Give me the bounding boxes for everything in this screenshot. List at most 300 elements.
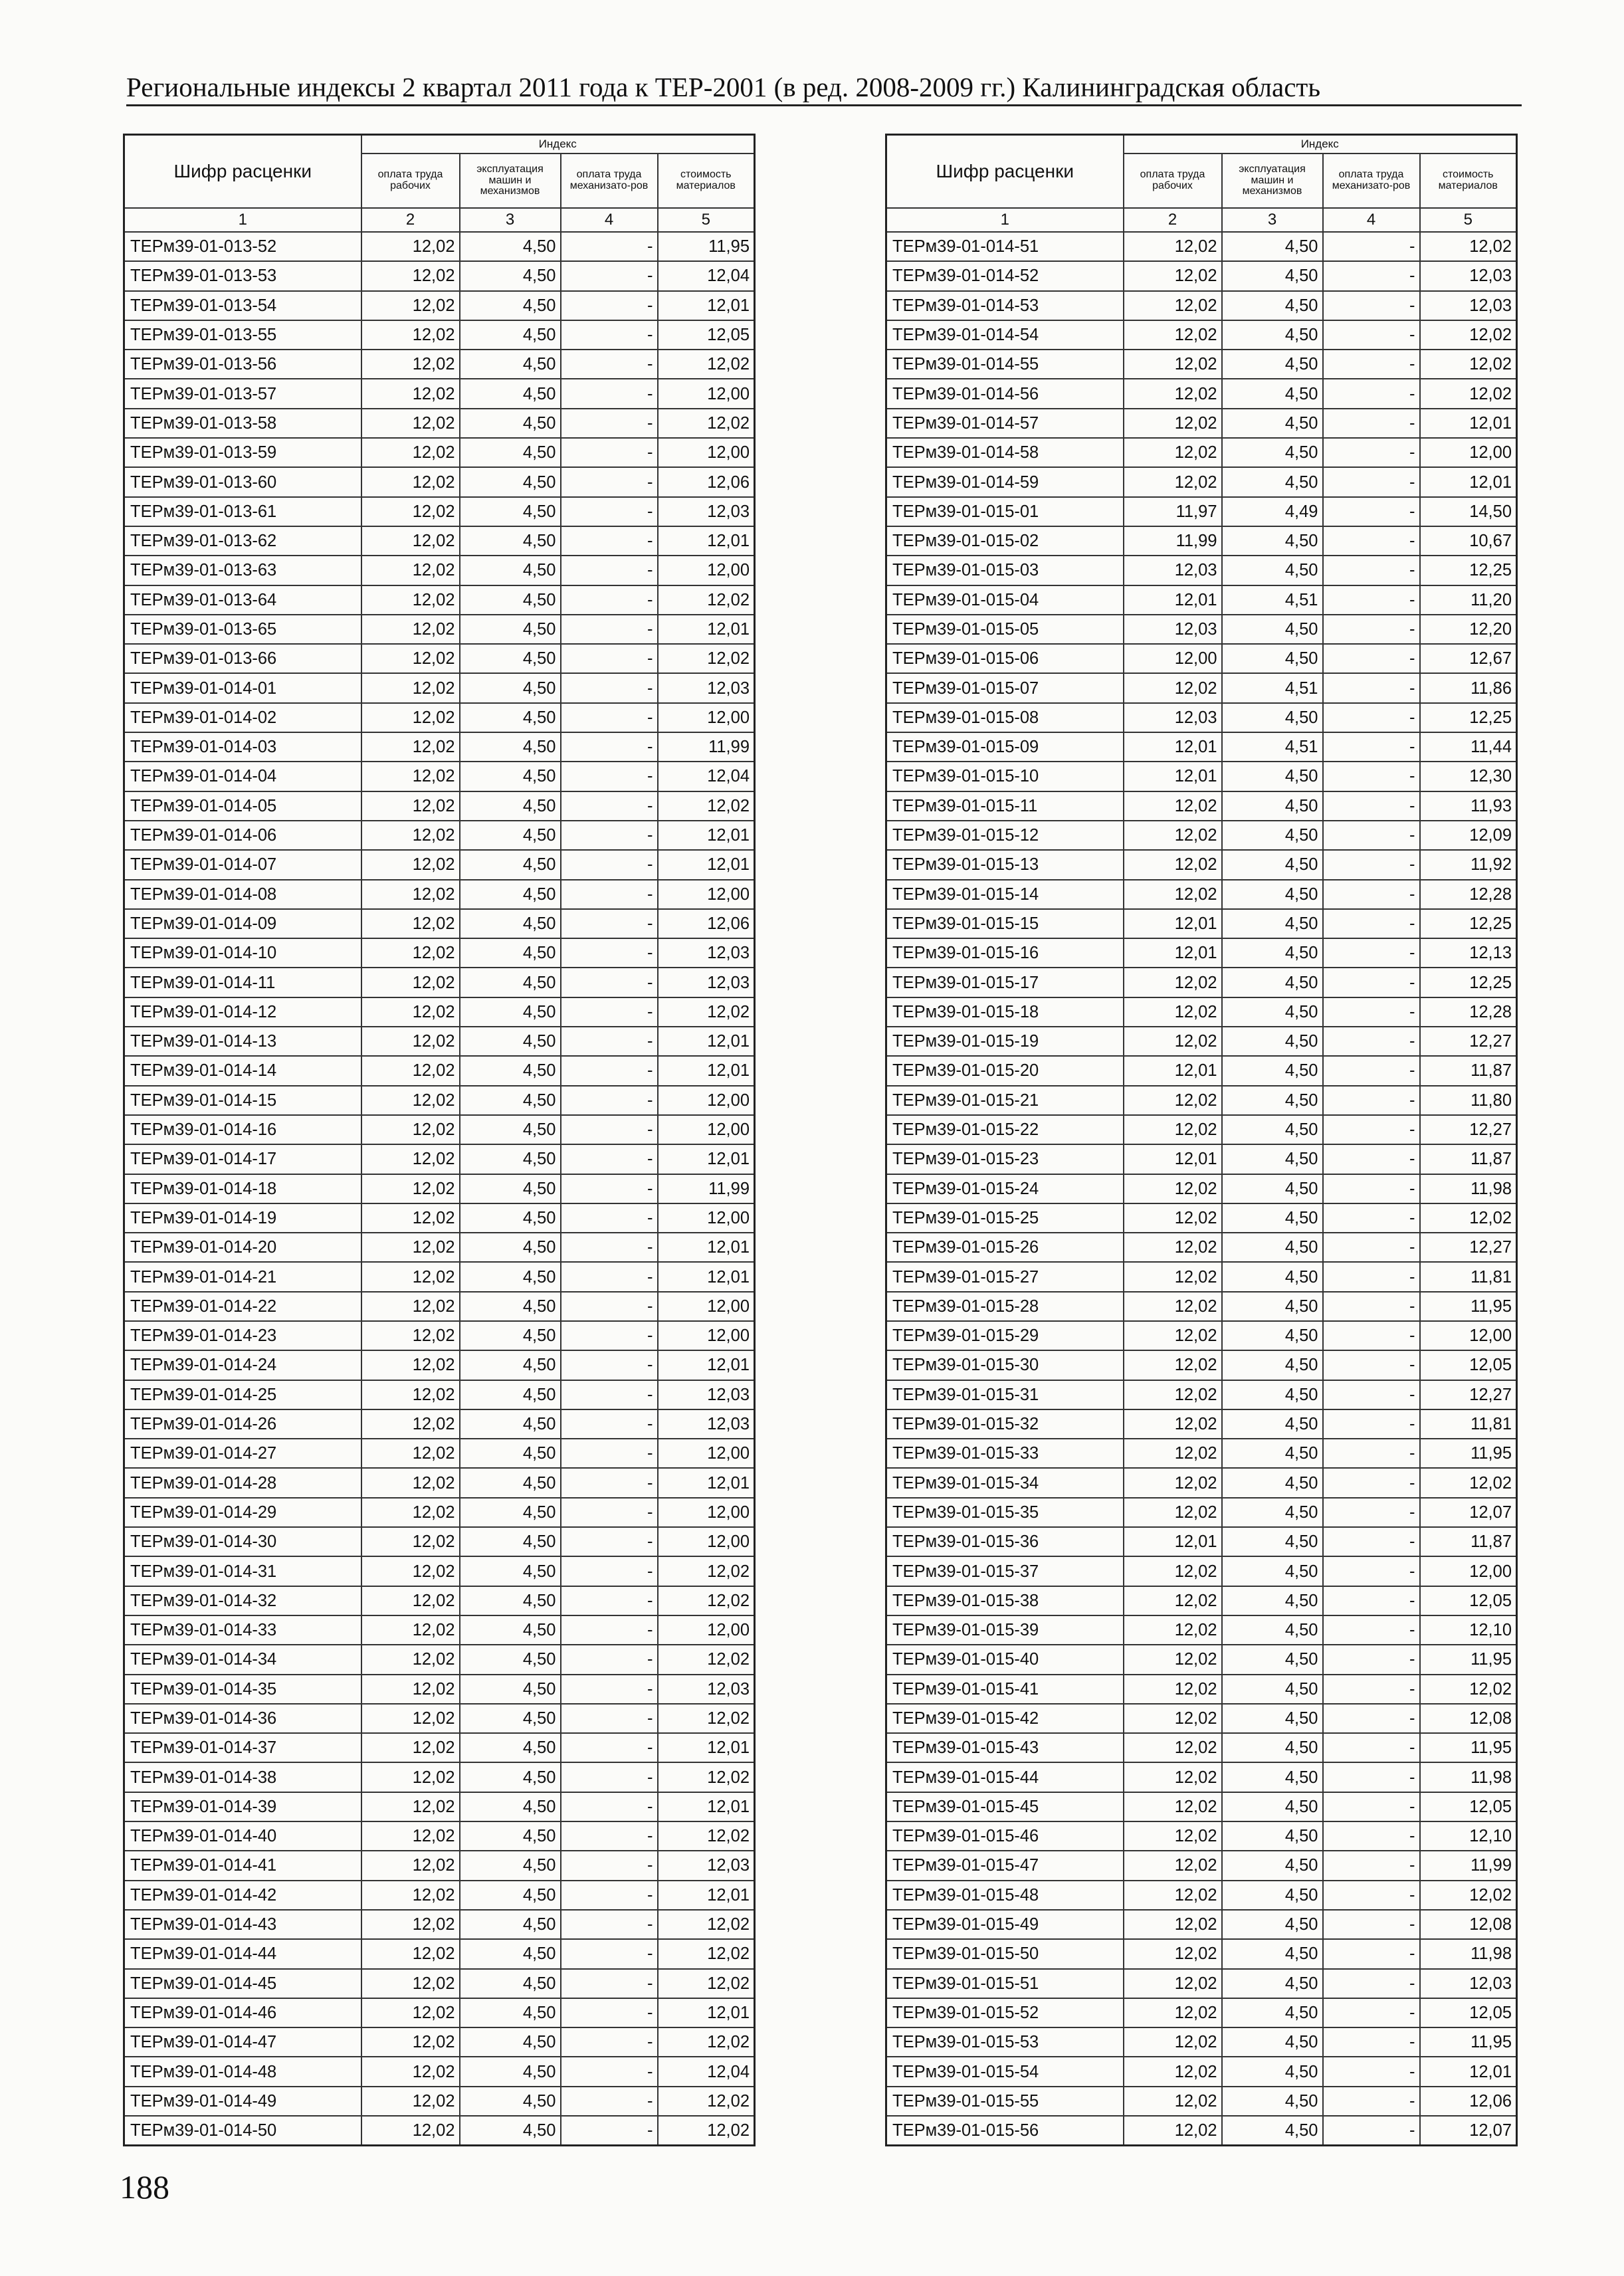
materials-index-cell: 12,02 (658, 1910, 755, 1939)
labor-index-cell: 12,01 (1124, 938, 1222, 968)
labor-index-cell: 12,02 (1124, 1881, 1222, 1910)
labor-index-cell: 12,02 (1124, 1910, 1222, 1939)
machine-index-cell: 4,50 (1222, 1821, 1323, 1851)
rate-code-cell: ТЕРм39-01-013-63 (124, 556, 361, 585)
mechanic-index-cell: - (561, 850, 658, 879)
rate-code-cell: ТЕРм39-01-014-44 (124, 1939, 361, 1968)
rate-code-cell: ТЕРм39-01-013-55 (124, 320, 361, 350)
machine-index-cell: 4,50 (1222, 1881, 1323, 1910)
materials-index-cell: 11,44 (1420, 732, 1517, 762)
machine-index-cell: 4,50 (1222, 703, 1323, 732)
mechanic-index-cell: - (561, 938, 658, 968)
materials-index-cell: 11,87 (1420, 1527, 1517, 1556)
materials-index-cell: 12,05 (1420, 1350, 1517, 1380)
table-row (886, 644, 1517, 673)
machine-index-cell: 4,50 (1222, 2027, 1323, 2057)
labor-index-cell: 12,02 (361, 880, 460, 909)
rate-code-cell: ТЕРм39-01-015-34 (886, 1468, 1124, 1497)
machine-index-cell: 4,50 (460, 1262, 561, 1291)
mechanic-index-cell: - (1323, 1792, 1420, 1821)
labor-index-cell: 12,02 (361, 791, 460, 821)
mechanic-labor-header: оплата труда механизато-ров (1323, 154, 1420, 208)
machine-index-cell: 4,50 (1222, 1733, 1323, 1762)
mechanic-index-cell: - (1323, 1939, 1420, 1968)
table-row (886, 615, 1517, 644)
machine-index-cell: 4,50 (460, 968, 561, 997)
rate-code-cell: ТЕРм39-01-014-01 (124, 673, 361, 702)
rate-code-cell: ТЕРм39-01-015-38 (886, 1586, 1124, 1615)
machine-index-cell: 4,50 (1222, 232, 1323, 261)
machine-index-cell: 4,50 (1222, 467, 1323, 496)
labor-index-cell: 12,02 (1124, 968, 1222, 997)
rate-code-cell: ТЕРм39-01-014-55 (886, 350, 1124, 379)
rate-code-cell: ТЕРм39-01-013-60 (124, 467, 361, 496)
table-row (124, 2087, 755, 2116)
machine-index-cell: 4,50 (460, 880, 561, 909)
rate-code-cell: ТЕРм39-01-015-33 (886, 1439, 1124, 1468)
rate-code-cell: ТЕРм39-01-015-31 (886, 1380, 1124, 1409)
mechanic-index-cell: - (561, 1645, 658, 1674)
materials-index-cell: 12,02 (1420, 320, 1517, 350)
materials-index-cell: 12,05 (658, 320, 755, 350)
machine-index-cell: 4,50 (1222, 968, 1323, 997)
table-row (886, 997, 1517, 1027)
materials-index-cell: 11,95 (1420, 2027, 1517, 2057)
table-row (886, 1998, 1517, 2027)
mechanic-index-cell: - (561, 291, 658, 320)
rate-code-cell: ТЕРм39-01-013-64 (124, 585, 361, 615)
mechanic-index-cell: - (561, 1498, 658, 1527)
rate-code-cell: ТЕРм39-01-013-61 (124, 497, 361, 526)
table-row (886, 556, 1517, 585)
labor-index-cell: 12,02 (361, 1998, 460, 2027)
machine-index-cell: 4,50 (1222, 1527, 1323, 1556)
mechanic-index-cell: - (1323, 673, 1420, 702)
mechanic-index-cell: - (561, 1027, 658, 1056)
labor-index-cell: 12,02 (361, 1409, 460, 1439)
labor-index-cell: 12,02 (361, 232, 460, 261)
labor-index-cell: 12,02 (361, 1675, 460, 1704)
materials-cost-header: стоимость материалов (1420, 154, 1517, 208)
machine-index-cell: 4,50 (1222, 291, 1323, 320)
rate-code-cell: ТЕРм39-01-015-16 (886, 938, 1124, 968)
machine-index-cell: 4,50 (1222, 1233, 1323, 1262)
materials-index-cell: 11,92 (1420, 850, 1517, 879)
labor-index-cell: 12,02 (361, 821, 460, 850)
rate-code-cell: ТЕРм39-01-014-49 (124, 2087, 361, 2116)
labor-index-cell: 12,02 (1124, 1792, 1222, 1821)
table-row (124, 1939, 755, 1968)
labor-index-cell: 12,02 (1124, 1998, 1222, 2027)
materials-index-cell: 12,03 (658, 1675, 755, 1704)
labor-index-cell: 12,01 (1124, 762, 1222, 791)
table-row (886, 1027, 1517, 1056)
mechanic-index-cell: - (1323, 1350, 1420, 1380)
table-row (124, 938, 755, 968)
labor-index-cell: 12,02 (361, 1174, 460, 1203)
machine-index-cell: 4,50 (1222, 261, 1323, 290)
rate-code-cell: ТЕРм39-01-015-13 (886, 850, 1124, 879)
column-number: 3 (460, 208, 561, 232)
rate-code-cell: ТЕРм39-01-014-46 (124, 1998, 361, 2027)
table-row (886, 1292, 1517, 1321)
table-row (124, 1498, 755, 1527)
table-row (886, 379, 1517, 408)
mechanic-index-cell: - (1323, 1056, 1420, 1085)
table-row (124, 350, 755, 379)
column-number: 5 (1420, 208, 1517, 232)
materials-index-cell: 12,02 (658, 409, 755, 438)
rate-code-cell: ТЕРм39-01-013-56 (124, 350, 361, 379)
labor-index-cell: 12,02 (361, 409, 460, 438)
materials-index-cell: 12,30 (1420, 762, 1517, 791)
table-row (124, 1675, 755, 1704)
mechanic-index-cell: - (1323, 938, 1420, 968)
machine-index-cell: 4,50 (1222, 1174, 1323, 1203)
labor-index-cell: 12,02 (1124, 1027, 1222, 1056)
materials-index-cell: 12,27 (1420, 1115, 1517, 1144)
rate-code-cell: ТЕРм39-01-014-10 (124, 938, 361, 968)
rate-code-cell: ТЕРм39-01-015-12 (886, 821, 1124, 850)
labor-index-cell: 12,02 (361, 379, 460, 408)
labor-index-cell: 12,02 (361, 2116, 460, 2146)
table-row (124, 1027, 755, 1056)
mechanic-index-cell: - (1323, 2116, 1420, 2146)
mechanic-index-cell: - (1323, 1233, 1420, 1262)
rate-code-cell: ТЕРм39-01-015-22 (886, 1115, 1124, 1144)
machine-index-cell: 4,50 (1222, 350, 1323, 379)
materials-index-cell: 12,13 (1420, 938, 1517, 968)
materials-index-cell: 12,01 (658, 1733, 755, 1762)
rate-code-cell: ТЕРм39-01-015-11 (886, 791, 1124, 821)
table-row (886, 1056, 1517, 1085)
materials-index-cell: 12,27 (1420, 1380, 1517, 1409)
materials-index-cell: 12,01 (1420, 467, 1517, 496)
rate-code-cell: ТЕРм39-01-015-27 (886, 1262, 1124, 1291)
materials-index-cell: 12,02 (658, 350, 755, 379)
table-row (124, 1321, 755, 1350)
labor-index-cell: 12,02 (1124, 673, 1222, 702)
table-row (124, 732, 755, 762)
materials-index-cell: 12,03 (658, 938, 755, 968)
rate-code-cell: ТЕРм39-01-015-35 (886, 1498, 1124, 1527)
labor-index-cell: 12,02 (1124, 850, 1222, 879)
mechanic-index-cell: - (561, 791, 658, 821)
column-number-row (124, 208, 755, 232)
mechanic-index-cell: - (561, 1174, 658, 1203)
materials-index-cell: 12,02 (1420, 1675, 1517, 1704)
materials-index-cell: 12,04 (658, 261, 755, 290)
rate-code-cell: ТЕРм39-01-015-51 (886, 1969, 1124, 1998)
mechanic-index-cell: - (561, 703, 658, 732)
labor-index-cell: 12,02 (361, 673, 460, 702)
machine-index-cell: 4,50 (460, 1233, 561, 1262)
table-row (124, 821, 755, 850)
rate-code-cell: ТЕРм39-01-014-32 (124, 1586, 361, 1615)
labor-index-cell: 12,02 (361, 438, 460, 467)
labor-index-cell: 12,02 (361, 1115, 460, 1144)
table-row (886, 1233, 1517, 1262)
mechanic-index-cell: - (1323, 968, 1420, 997)
labor-index-cell: 12,02 (1124, 880, 1222, 909)
machine-index-cell: 4,50 (460, 291, 561, 320)
materials-index-cell: 11,99 (658, 732, 755, 762)
rate-code-cell: ТЕРм39-01-014-57 (886, 409, 1124, 438)
labor-index-cell: 12,02 (1124, 1203, 1222, 1233)
materials-index-cell: 12,08 (1420, 1910, 1517, 1939)
machine-index-cell: 4,50 (1222, 644, 1323, 673)
labor-index-cell: 12,02 (1124, 1556, 1222, 1586)
table-row (886, 968, 1517, 997)
rate-code-cell: ТЕРм39-01-015-50 (886, 1939, 1124, 1968)
mechanic-index-cell: - (561, 673, 658, 702)
rate-code-cell: ТЕРм39-01-014-37 (124, 1733, 361, 1762)
materials-index-cell: 12,02 (658, 1939, 755, 1968)
labor-index-cell: 12,02 (361, 1645, 460, 1674)
mechanic-index-cell: - (561, 1704, 658, 1733)
labor-index-cell: 12,02 (1124, 1615, 1222, 1645)
mechanic-index-cell: - (1323, 821, 1420, 850)
labor-index-cell: 12,02 (1124, 1174, 1222, 1203)
table-row (886, 1969, 1517, 1998)
machine-index-cell: 4,51 (1222, 673, 1323, 702)
labor-index-cell: 12,02 (1124, 821, 1222, 850)
machine-index-cell: 4,50 (460, 644, 561, 673)
table-row (124, 850, 755, 879)
cipher-header: Шифр расценки (886, 135, 1124, 209)
materials-index-cell: 12,00 (658, 1439, 755, 1468)
machine-index-cell: 4,50 (460, 1969, 561, 1998)
table-row (886, 350, 1517, 379)
labor-index-cell: 12,02 (361, 1262, 460, 1291)
mechanic-index-cell: - (1323, 1203, 1420, 1233)
machine-index-cell: 4,50 (460, 1939, 561, 1968)
labor-index-cell: 12,02 (1124, 438, 1222, 467)
materials-index-cell: 12,01 (658, 821, 755, 850)
machine-index-cell: 4,50 (460, 997, 561, 1027)
table-row (124, 1262, 755, 1291)
labor-index-cell: 11,97 (1124, 497, 1222, 526)
column-number: 2 (1124, 208, 1222, 232)
labor-index-cell: 12,02 (1124, 379, 1222, 408)
materials-index-cell: 12,25 (1420, 556, 1517, 585)
materials-index-cell: 11,81 (1420, 1262, 1517, 1291)
rate-code-cell: ТЕРм39-01-014-20 (124, 1233, 361, 1262)
labor-index-cell: 12,02 (361, 1733, 460, 1762)
machine-index-cell: 4,50 (460, 1910, 561, 1939)
materials-index-cell: 12,01 (658, 615, 755, 644)
left-index-table (123, 134, 756, 2146)
rate-code-cell: ТЕРм39-01-015-39 (886, 1615, 1124, 1645)
left-index-table-container (123, 134, 756, 2146)
machine-index-cell: 4,50 (1222, 1203, 1323, 1233)
table-row (886, 1468, 1517, 1497)
mechanic-index-cell: - (561, 1675, 658, 1704)
rate-code-cell: ТЕРм39-01-014-43 (124, 1910, 361, 1939)
table-row (124, 762, 755, 791)
machine-index-cell: 4,50 (1222, 1086, 1323, 1115)
machine-index-cell: 4,50 (1222, 1615, 1323, 1645)
table-row (124, 1056, 755, 1085)
mechanic-index-cell: - (561, 1292, 658, 1321)
materials-index-cell: 12,03 (658, 1851, 755, 1880)
machine-index-cell: 4,50 (460, 526, 561, 556)
mechanic-index-cell: - (561, 438, 658, 467)
machine-index-cell: 4,50 (460, 1439, 561, 1468)
machine-index-cell: 4,50 (460, 615, 561, 644)
labor-index-cell: 12,01 (1124, 1056, 1222, 1085)
labor-index-cell: 12,02 (1124, 291, 1222, 320)
materials-index-cell: 12,07 (1420, 2116, 1517, 2146)
machine-index-cell: 4,50 (460, 1733, 561, 1762)
table-row (886, 1939, 1517, 1968)
table-row (124, 968, 755, 997)
machine-index-cell: 4,50 (460, 1615, 561, 1645)
labor-index-cell: 12,02 (361, 556, 460, 585)
mechanic-index-cell: - (1323, 1115, 1420, 1144)
table-row (124, 1292, 755, 1321)
materials-index-cell: 12,25 (1420, 909, 1517, 938)
mechanic-index-cell: - (1323, 1262, 1420, 1291)
mechanic-index-cell: - (561, 1056, 658, 1085)
materials-index-cell: 11,99 (658, 1174, 755, 1203)
machine-index-cell: 4,50 (460, 850, 561, 879)
materials-index-cell: 12,03 (658, 1409, 755, 1439)
rate-code-cell: ТЕРм39-01-013-57 (124, 379, 361, 408)
table-row (124, 1409, 755, 1439)
materials-index-cell: 12,05 (1420, 1998, 1517, 2027)
mechanic-index-cell: - (561, 1380, 658, 1409)
table-row (886, 1675, 1517, 1704)
mechanic-index-cell: - (1323, 467, 1420, 496)
mechanic-index-cell: - (561, 1527, 658, 1556)
materials-index-cell: 12,00 (658, 1527, 755, 1556)
labor-index-cell: 12,02 (361, 497, 460, 526)
rate-code-cell: ТЕРм39-01-015-02 (886, 526, 1124, 556)
rate-code-cell: ТЕРм39-01-014-04 (124, 762, 361, 791)
table-row (886, 791, 1517, 821)
materials-index-cell: 12,25 (1420, 703, 1517, 732)
labor-index-cell: 12,02 (361, 703, 460, 732)
table-row (886, 526, 1517, 556)
rate-code-cell: ТЕРм39-01-014-47 (124, 2027, 361, 2057)
machine-index-cell: 4,50 (1222, 1556, 1323, 1586)
table-row (886, 1144, 1517, 1174)
materials-index-cell: 12,01 (658, 1233, 755, 1262)
mechanic-index-cell: - (561, 1350, 658, 1380)
table-row (886, 261, 1517, 290)
materials-index-cell: 12,00 (658, 1086, 755, 1115)
materials-index-cell: 12,02 (1420, 232, 1517, 261)
mechanic-index-cell: - (1323, 1998, 1420, 2027)
materials-index-cell: 11,99 (1420, 1851, 1517, 1880)
table-row (886, 1615, 1517, 1645)
rate-code-cell: ТЕРм39-01-015-06 (886, 644, 1124, 673)
table-row (124, 1704, 755, 1733)
rate-code-cell: ТЕРм39-01-014-40 (124, 1821, 361, 1851)
rate-code-cell: ТЕРм39-01-015-56 (886, 2116, 1124, 2146)
mechanic-index-cell: - (561, 350, 658, 379)
mechanic-index-cell: - (561, 1910, 658, 1939)
machine-index-cell: 4,50 (1222, 2057, 1323, 2086)
materials-index-cell: 12,67 (1420, 644, 1517, 673)
table-row (886, 880, 1517, 909)
labor-index-cell: 12,02 (1124, 1733, 1222, 1762)
rate-code-cell: ТЕРм39-01-014-18 (124, 1174, 361, 1203)
mechanic-index-cell: - (1323, 2027, 1420, 2057)
rate-code-cell: ТЕРм39-01-015-52 (886, 1998, 1124, 2027)
labor-index-cell: 12,01 (1124, 1527, 1222, 1556)
mechanic-index-cell: - (561, 1969, 658, 1998)
rate-code-cell: ТЕРм39-01-014-34 (124, 1645, 361, 1674)
materials-index-cell: 12,02 (658, 1704, 755, 1733)
machine-index-cell: 4,50 (1222, 880, 1323, 909)
rate-code-cell: ТЕРм39-01-014-31 (124, 1556, 361, 1586)
machine-index-cell: 4,50 (460, 1675, 561, 1704)
machine-index-cell: 4,50 (460, 1292, 561, 1321)
mechanic-index-cell: - (1323, 1645, 1420, 1674)
machine-operation-header: эксплуатация машин и механизмов (460, 154, 561, 208)
materials-index-cell: 12,28 (1420, 997, 1517, 1027)
mechanic-index-cell: - (561, 880, 658, 909)
mechanic-index-cell: - (561, 1262, 658, 1291)
column-number: 4 (1323, 208, 1420, 232)
rate-code-cell: ТЕРм39-01-015-41 (886, 1675, 1124, 1704)
rate-code-cell: ТЕРм39-01-013-54 (124, 291, 361, 320)
mechanic-index-cell: - (561, 1086, 658, 1115)
machine-index-cell: 4,50 (1222, 1380, 1323, 1409)
materials-index-cell: 12,03 (658, 968, 755, 997)
materials-index-cell: 12,04 (658, 2057, 755, 2086)
page-number: 188 (120, 2168, 169, 2206)
table-row (124, 2057, 755, 2086)
rate-code-cell: ТЕРм39-01-015-36 (886, 1527, 1124, 1556)
table-row (124, 1615, 755, 1645)
mechanic-index-cell: - (561, 556, 658, 585)
labor-index-cell: 12,02 (361, 291, 460, 320)
table-row (886, 732, 1517, 762)
labor-index-cell: 12,02 (1124, 1380, 1222, 1409)
rate-code-cell: ТЕРм39-01-013-65 (124, 615, 361, 644)
materials-index-cell: 12,00 (658, 438, 755, 467)
machine-index-cell: 4,50 (460, 1203, 561, 1233)
machine-index-cell: 4,50 (460, 261, 561, 290)
rate-code-cell: ТЕРм39-01-014-21 (124, 1262, 361, 1291)
table-row (124, 1733, 755, 1762)
materials-index-cell: 12,02 (658, 2027, 755, 2057)
rate-code-cell: ТЕРм39-01-014-30 (124, 1527, 361, 1556)
rate-code-cell: ТЕРм39-01-013-58 (124, 409, 361, 438)
machine-index-cell: 4,50 (1222, 909, 1323, 938)
column-number-row (886, 208, 1517, 232)
machine-index-cell: 4,50 (460, 2087, 561, 2116)
labor-index-cell: 12,02 (361, 732, 460, 762)
table-row (886, 1203, 1517, 1233)
mechanic-index-cell: - (561, 762, 658, 791)
rate-code-cell: ТЕРм39-01-015-07 (886, 673, 1124, 702)
rate-code-cell: ТЕРм39-01-014-38 (124, 1762, 361, 1792)
table-row (886, 320, 1517, 350)
machine-index-cell: 4,50 (460, 497, 561, 526)
table-row (886, 1115, 1517, 1144)
machine-index-cell: 4,50 (1222, 1262, 1323, 1291)
labor-index-cell: 12,02 (361, 585, 460, 615)
mechanic-index-cell: - (561, 1615, 658, 1645)
table-row (124, 644, 755, 673)
rate-code-cell: ТЕРм39-01-014-58 (886, 438, 1124, 467)
machine-index-cell: 4,50 (460, 1380, 561, 1409)
materials-index-cell: 12,27 (1420, 1027, 1517, 1056)
